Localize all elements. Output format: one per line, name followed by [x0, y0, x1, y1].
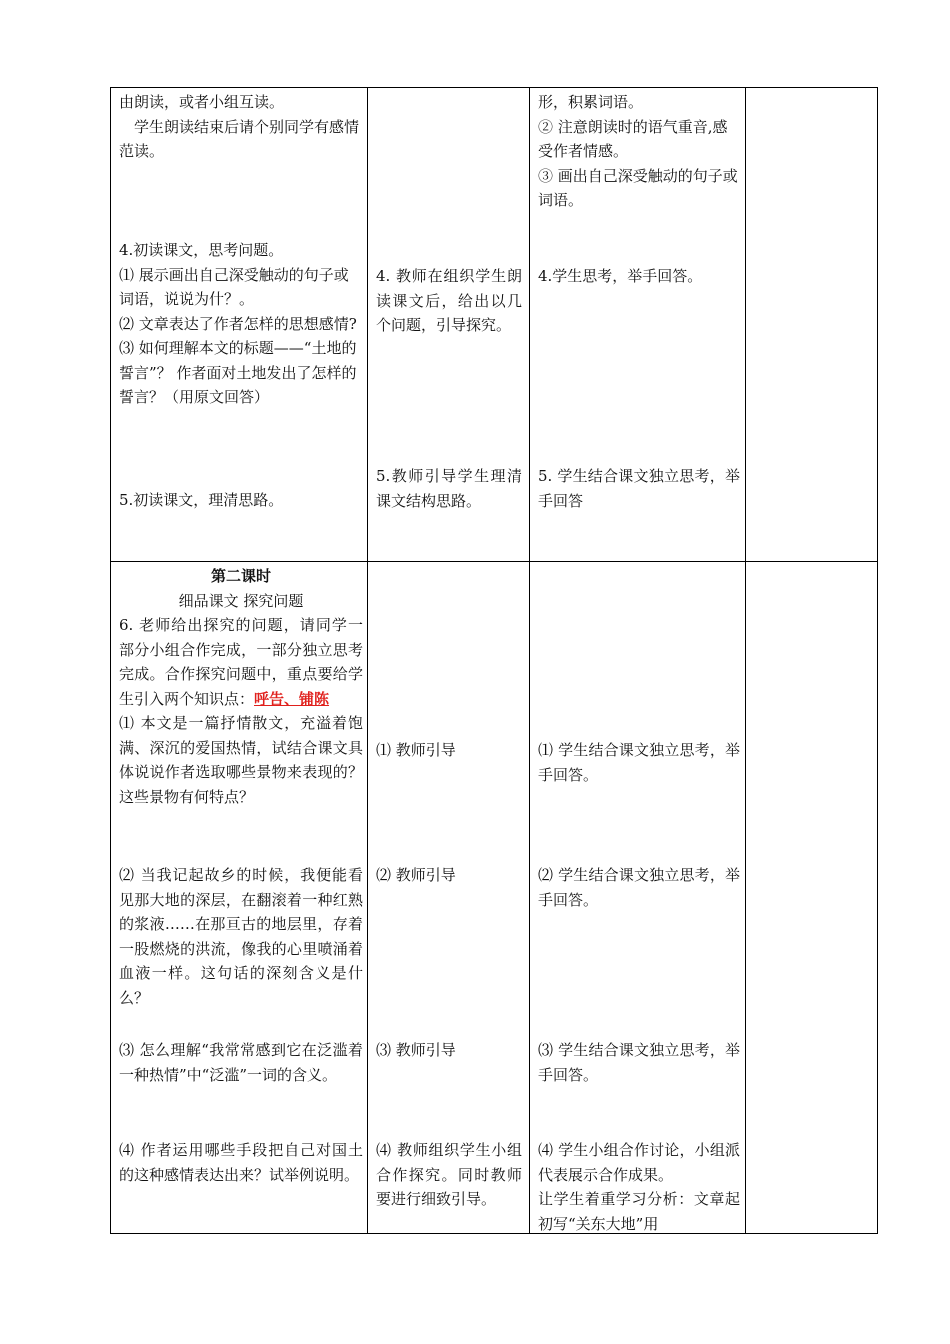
task4-title: 4.初读课文，思考问题。: [119, 241, 284, 259]
row1-student-text: ③ 画出自己深受触动的句子或词语。: [538, 166, 738, 209]
task5-student-text: 5. 学生结合课文独立思考，举手回答: [538, 467, 740, 510]
task4-activity-cell: [119, 238, 363, 410]
row1-student-text: ② 注意朗读时的语气重音,感受作者情感。: [538, 117, 728, 160]
teacher-guide-1: ⑴ 教师引导: [376, 741, 456, 759]
column-divider: [529, 88, 530, 1233]
lesson2-heading: 第二课时: [210, 567, 271, 585]
teacher-guide-4: ⑷ 教师组织学生小组合作探究。同时教师要进行细致引导。: [376, 1141, 522, 1208]
task5-teacher-cell: [376, 464, 522, 513]
row1-student-text: 形，积累词语。: [538, 93, 644, 111]
column-divider: [367, 88, 368, 1233]
row-divider: [111, 561, 877, 562]
row1-text: 学生朗读结束后请个别同学有感情范读。: [119, 117, 360, 160]
question-1: ⑴ 本文是一篇抒情散文，充溢着饱满、深沉的爱国热情，试结合课文具体说说作者选取哪些景物来表现的？这些景物有何特点？: [119, 714, 363, 806]
question-4: ⑷ 作者运用哪些手段把自己对国土的这种感情表达出来？试举例说明。: [119, 1141, 363, 1184]
question-2-cell: [119, 863, 363, 1010]
task5-title: 5.初读课文，理清思路。: [119, 491, 284, 509]
task4-teacher-cell: [376, 264, 522, 338]
student-activity-4: ⑷ 学生小组合作讨论，小组派代表展示合作成果。: [538, 1141, 740, 1184]
task6-intro: [119, 613, 363, 711]
task4-question: ⑶ 如何理解本文的标题——“土地的誓言”？ 作者面对土地发出了怎样的誓言？（用原文回答）: [119, 339, 357, 406]
task5-teacher-text: 5.教师引导学生理清课文结构思路。: [376, 467, 522, 510]
row1-text: 由朗读，或者小组互读。: [119, 93, 285, 111]
teacher-guide-3: ⑶ 教师引导: [376, 1041, 456, 1059]
lesson2-activity-cell: [119, 564, 363, 809]
task4-question: ⑵ 文章表达了作者怎样的思想感情?: [119, 314, 357, 333]
student-activity-3: ⑶ 学生结合课文独立思考，举手回答。: [538, 1041, 740, 1084]
question-2: ⑵ 当我记起故乡的时候，我便能看见那大地的深层，在翻滚着一种红熟的浆液……在那亘古的地层里，存着一股燃烧的洪流，像我的心里喷涌着血液一样。这句话的深刻含义是什么？: [119, 866, 363, 1007]
column-divider: [745, 88, 746, 1233]
task4-question: ⑴ 展示画出自己深受触动的句子或词语，说说为什？。: [119, 265, 349, 308]
teacher-guide-2: ⑵ 教师引导: [376, 866, 456, 884]
row1-activity-cell: [119, 90, 363, 164]
question-4-cell: [119, 1138, 363, 1187]
task4-student-text: 4.学生思考，举手回答。: [538, 267, 703, 285]
task4-student-cell: [538, 264, 740, 289]
task4-teacher-text: 4. 教师在组织学生朗读课文后，给出以几个问题，引导探究。: [376, 267, 522, 334]
student-activity-2: ⑵ 学生结合课文独立思考，举手回答。: [538, 866, 740, 909]
student-activity-4-cell: [538, 1138, 740, 1236]
question-3-cell: [119, 1038, 363, 1087]
row1-student-cell: [538, 90, 740, 213]
student-activity-5: 让学生着重学习分析：文章起初写“关东大地”用: [538, 1190, 740, 1233]
question-3: ⑶ 怎么理解“我常常感到它在泛滥着一种热情”中“泛滥”一词的含义。: [119, 1041, 363, 1084]
task5-activity-cell: [119, 488, 363, 513]
lesson-plan-table: [110, 87, 878, 1234]
task6-intro-text: 6. 老师给出探究的问题，请同学一部分小组合作完成，一部分独立思考完成。合作探究问题中，重点要给学生引入两个知识点：: [119, 616, 363, 708]
student-activity-1: ⑴ 学生结合课文独立思考，举手回答。: [538, 741, 740, 784]
knowledge-points-highlight: 呼告、铺陈: [254, 689, 330, 708]
lesson2-subheading: 细品课文 探究问题: [178, 591, 304, 610]
task5-student-cell: [538, 464, 740, 513]
